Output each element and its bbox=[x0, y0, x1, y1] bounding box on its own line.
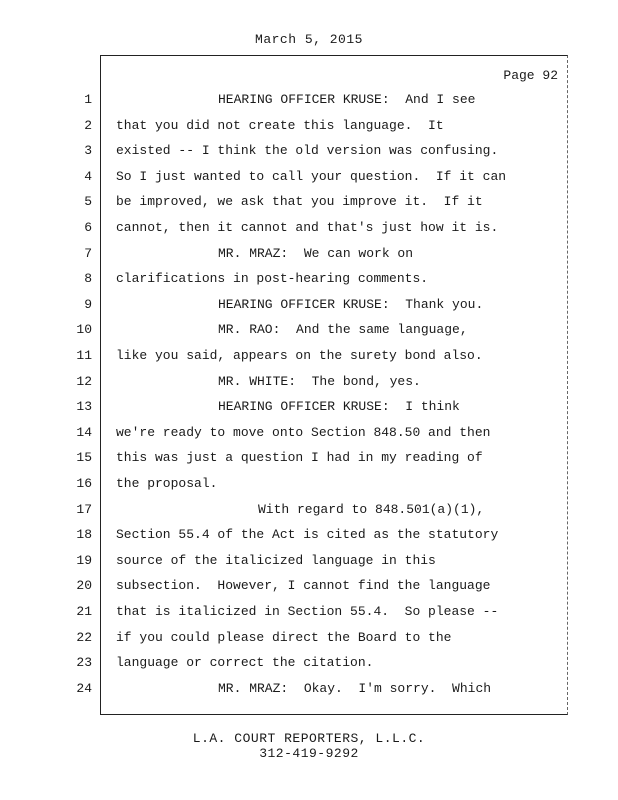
line-number: 16 bbox=[76, 476, 92, 491]
transcript-line bbox=[0, 653, 618, 673]
transcript-line bbox=[0, 90, 618, 110]
transcript-line bbox=[0, 116, 618, 136]
transcript-line bbox=[0, 141, 618, 161]
line-text: With regard to 848.501(a)(1), bbox=[258, 501, 485, 517]
transcript-line bbox=[0, 320, 618, 340]
transcript-line bbox=[0, 269, 618, 289]
line-text: MR. WHITE: The bond, yes. bbox=[218, 373, 421, 389]
line-number: 9 bbox=[84, 296, 92, 312]
page-number: Page 92 bbox=[503, 68, 558, 83]
transcript-line bbox=[0, 244, 618, 264]
line-text: that you did not create this language. It bbox=[116, 117, 444, 133]
line-text: we're ready to move onto Section 848.50 and then bbox=[116, 424, 491, 440]
line-text: MR. MRAZ: We can work on bbox=[218, 245, 414, 261]
line-text: HEARING OFFICER KRUSE: I think bbox=[218, 399, 460, 415]
line-text: So I just wanted to call your question. If it can bbox=[116, 168, 507, 184]
line-number: 19 bbox=[76, 552, 92, 568]
line-text: cannot, then it cannot and that's just how it is. bbox=[116, 220, 499, 235]
line-number: 6 bbox=[84, 220, 92, 235]
line-number: 1 bbox=[84, 92, 92, 107]
line-number: 15 bbox=[76, 450, 92, 466]
line-number: 13 bbox=[76, 399, 92, 415]
line-number: 20 bbox=[76, 578, 92, 594]
line-number: 4 bbox=[84, 168, 92, 184]
line-number: 11 bbox=[76, 348, 92, 363]
line-number: 14 bbox=[76, 424, 92, 440]
transcript-date: March 5, 2015 bbox=[255, 32, 363, 47]
line-text: Section 55.4 of the Act is cited as the statutory bbox=[116, 527, 499, 543]
line-number: 24 bbox=[76, 680, 92, 696]
line-number: 23 bbox=[76, 655, 92, 671]
transcript-line bbox=[0, 423, 618, 443]
transcript-line bbox=[0, 448, 618, 468]
transcript-line bbox=[0, 372, 618, 392]
transcript-line bbox=[0, 397, 618, 417]
line-number: 3 bbox=[84, 143, 92, 159]
line-number: 18 bbox=[76, 527, 92, 543]
transcript-line bbox=[0, 474, 618, 494]
line-text: clarifications in post-hearing comments. bbox=[116, 271, 429, 287]
line-text: HEARING OFFICER KRUSE: And I see bbox=[218, 92, 476, 107]
line-text: HEARING OFFICER KRUSE: Thank you. bbox=[218, 296, 484, 312]
line-text: this was just a question I had in my reading of bbox=[116, 450, 483, 466]
line-text: that is italicized in Section 55.4. So please -- bbox=[116, 604, 499, 619]
transcript-line bbox=[0, 602, 618, 622]
transcript-line bbox=[0, 218, 618, 238]
line-text: be improved, we ask that you improve it. If it bbox=[116, 194, 483, 210]
line-text: the proposal. bbox=[116, 476, 218, 491]
transcript-line bbox=[0, 525, 618, 545]
line-number: 22 bbox=[76, 629, 92, 645]
line-text: MR. RAO: And the same language, bbox=[218, 322, 468, 338]
line-text: like you said, appears on the surety bond also. bbox=[116, 348, 483, 363]
footer-company: L.A. COURT REPORTERS, L.L.C. bbox=[192, 731, 426, 746]
line-text: MR. MRAZ: Okay. I'm sorry. Which bbox=[218, 680, 492, 696]
line-number: 7 bbox=[84, 245, 92, 261]
transcript-line bbox=[0, 295, 618, 315]
line-number: 17 bbox=[76, 501, 92, 517]
line-text: existed -- I think the old version was confusing. bbox=[116, 143, 499, 159]
transcript-line bbox=[0, 551, 618, 571]
line-text: source of the italicized language in this bbox=[116, 552, 436, 568]
transcript-line bbox=[0, 628, 618, 648]
line-number: 12 bbox=[76, 373, 92, 389]
transcript-line bbox=[0, 679, 618, 699]
line-text: if you could please direct the Board to the bbox=[116, 629, 452, 645]
line-number: 10 bbox=[76, 322, 92, 338]
line-text: subsection. However, I cannot find the language bbox=[116, 578, 491, 594]
transcript-line bbox=[0, 500, 618, 520]
footer-phone: 312-419-9292 bbox=[259, 746, 359, 761]
line-number: 21 bbox=[76, 604, 92, 619]
line-text: language or correct the citation. bbox=[116, 655, 374, 671]
line-number: 2 bbox=[84, 117, 92, 133]
transcript-line bbox=[0, 192, 618, 212]
transcript-line bbox=[0, 576, 618, 596]
transcript-line bbox=[0, 346, 618, 366]
line-number: 8 bbox=[84, 271, 92, 287]
transcript-line bbox=[0, 167, 618, 187]
line-number: 5 bbox=[84, 194, 92, 210]
